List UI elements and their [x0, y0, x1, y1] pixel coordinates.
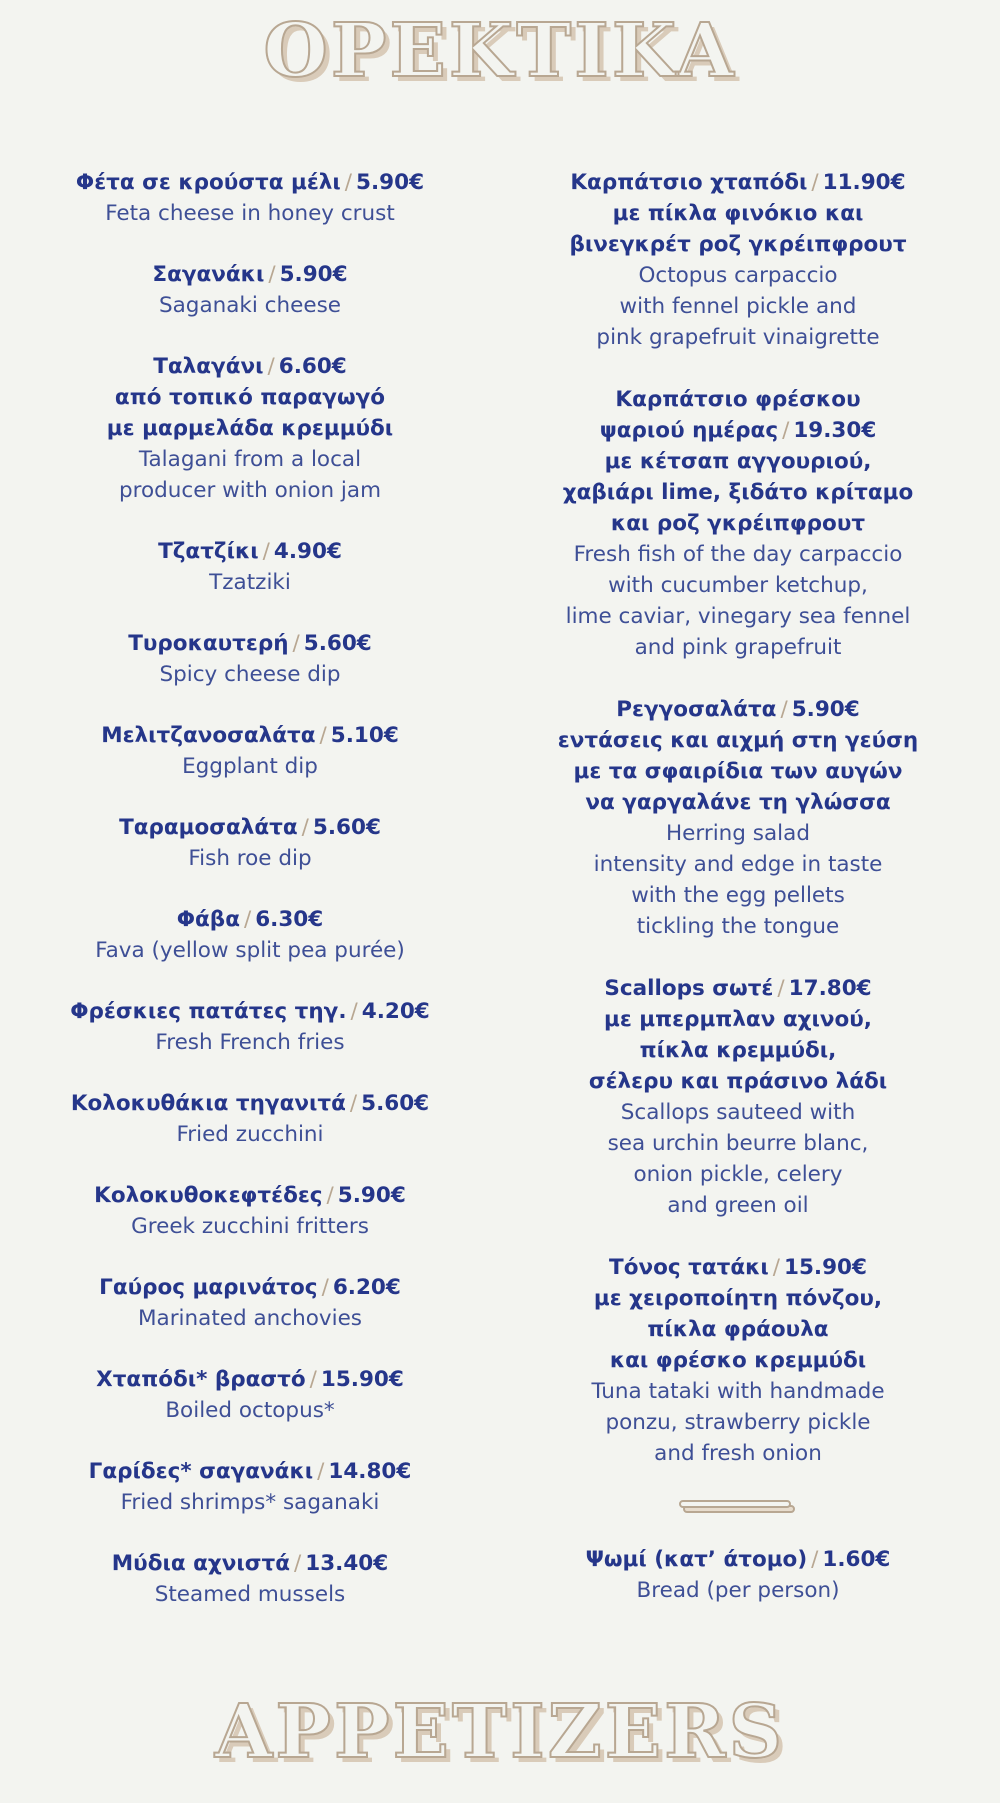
greek-name: Καρπάτσιο χταπόδι: [570, 170, 808, 195]
english-description: Herring salad: [666, 821, 810, 846]
menu-item: [30, 1364, 470, 1426]
english-description: Octopus carpaccio: [638, 263, 838, 288]
item-price: 5.90€: [337, 1183, 406, 1208]
item-price: 1.60€: [822, 1547, 891, 1572]
menu-item: [30, 351, 470, 506]
greek-line: [518, 198, 958, 229]
greek-name: Ταλαγάνι: [153, 354, 264, 379]
english-description: lime caviar, vinegary sea fennel: [565, 604, 911, 629]
english-description: Greek zucchini fritters: [131, 1214, 369, 1239]
greek-line: [30, 904, 470, 935]
english-description: Steamed mussels: [154, 1582, 346, 1607]
greek-name: με χειροποίητη πόνζου,: [593, 1286, 883, 1311]
greek-name: Φάβα: [176, 907, 240, 932]
greek-line: [518, 1283, 958, 1314]
menu-item: [518, 167, 958, 353]
greek-line: [30, 1088, 470, 1119]
english-description: producer with onion jam: [118, 478, 382, 503]
menu-item: [30, 996, 470, 1058]
greek-name: Γαύρος μαρινάτος: [99, 1275, 318, 1300]
menu-item: [30, 720, 470, 782]
menu-item: [30, 1180, 470, 1242]
english-description: Scallops sauteed with: [620, 1100, 856, 1125]
greek-line: [30, 1456, 470, 1487]
greek-line: [518, 167, 958, 198]
greek-line: [518, 1004, 958, 1035]
greek-name: Σαγανάκι: [152, 262, 265, 287]
menu-item: [30, 1548, 470, 1610]
price-separator: /: [349, 1091, 358, 1116]
greek-line: [30, 259, 470, 290]
item-price: 5.90€: [279, 262, 348, 287]
menu-item: [30, 536, 470, 598]
greek-line: [30, 536, 470, 567]
english-description: and fresh onion: [654, 1441, 822, 1466]
item-price: 5.60€: [303, 631, 372, 656]
greek-name: Καρπάτσιο φρέσκου: [615, 387, 861, 412]
item-price: 13.40€: [305, 1551, 389, 1576]
price-separator: /: [344, 170, 353, 195]
greek-line: [518, 508, 958, 539]
greek-name: πίκλα φράουλα: [647, 1317, 829, 1342]
item-price: 4.90€: [273, 539, 342, 564]
greek-name: με κέτσαπ αγγουριού,: [604, 449, 872, 474]
english-description: with cucumber ketchup,: [608, 573, 868, 598]
english-description: Bread (per person): [636, 1578, 840, 1603]
item-price: 5.60€: [312, 815, 381, 840]
menu-item: [518, 973, 958, 1221]
english-description: Talagani from a local: [138, 447, 362, 472]
english-description: Eggplant dip: [182, 754, 318, 779]
greek-name: πίκλα κρεμμύδι,: [639, 1038, 837, 1063]
english-description: Fresh fish of the day carpaccio: [573, 542, 903, 567]
item-price: 6.20€: [332, 1275, 401, 1300]
english-description: Fried shrimps* saganaki: [120, 1490, 380, 1515]
menu-item: [30, 259, 470, 321]
greek-name: Ταραμοσαλάτα: [119, 815, 298, 840]
greek-name: Κολοκυθοκεφτέδες: [94, 1183, 323, 1208]
menu-item: [30, 1456, 470, 1518]
greek-name: Φρέσκιες πατάτες τηγ.: [70, 999, 347, 1024]
greek-name: Τυροκαυτερή: [128, 631, 289, 656]
item-price: 5.60€: [361, 1091, 430, 1116]
menu-item: [518, 1544, 958, 1606]
menu-item: [30, 167, 470, 229]
english-description: pink grapefruit vinaigrette: [596, 325, 880, 350]
menu-item: [518, 1252, 958, 1469]
item-price: 19.30€: [793, 418, 877, 443]
menu-item: [30, 904, 470, 966]
greek-line: [518, 973, 958, 1004]
greek-name: Ρεγγοσαλάτα: [616, 697, 777, 722]
divider-bar: [679, 1500, 791, 1508]
item-price: 5.10€: [330, 723, 399, 748]
item-price: 6.60€: [278, 354, 347, 379]
english-description: Fried zucchini: [176, 1122, 324, 1147]
price-separator: /: [782, 418, 790, 443]
greek-line: [30, 1364, 470, 1395]
greek-name: Κολοκυθάκια τηγανιτά: [70, 1091, 346, 1116]
greek-line: [30, 1180, 470, 1211]
price-separator: /: [350, 999, 358, 1024]
greek-line: [30, 628, 470, 659]
english-description: Tzatziki: [209, 570, 291, 595]
greek-line: [30, 413, 470, 444]
greek-line: [518, 1314, 958, 1345]
greek-name: να γαργαλάνε τη γλώσσα: [585, 790, 891, 815]
price-separator: /: [317, 1459, 325, 1484]
price-separator: /: [294, 1551, 302, 1576]
english-description: Fish roe dip: [188, 846, 312, 871]
greek-line: [30, 351, 470, 382]
greek-name: Τζατζίκι: [158, 539, 259, 564]
price-separator: /: [811, 1547, 819, 1572]
greek-name: χαβιάρι lime, ξιδάτο κρίταμο: [562, 480, 914, 505]
english-description: sea urchin beurre blanc,: [607, 1131, 869, 1156]
price-separator: /: [301, 815, 309, 840]
price-separator: /: [777, 976, 785, 1001]
greek-name: βινεγκρέτ ροζ γκρέιπφρουτ: [569, 232, 907, 257]
item-price: 15.90€: [784, 1255, 867, 1280]
greek-name: σέλερυ και πράσινο λάδι: [588, 1069, 888, 1094]
english-description: and green oil: [667, 1193, 809, 1218]
item-price: 4.20€: [361, 999, 430, 1024]
price-separator: /: [811, 170, 819, 195]
item-price: 5.90€: [791, 697, 860, 722]
greek-line: [30, 382, 470, 413]
greek-name: Φέτα σε κρούστα μέλι: [75, 170, 341, 195]
price-separator: /: [262, 539, 270, 564]
english-description: Marinated anchovies: [137, 1306, 362, 1331]
greek-line: [518, 1252, 958, 1283]
greek-name: με μπερμπλαν αχινού,: [604, 1007, 872, 1032]
menu-title-english: APPETIZERS: [214, 1689, 786, 1775]
price-separator: /: [309, 1367, 317, 1392]
divider-ornament: [679, 1500, 797, 1514]
menu-item: [518, 384, 958, 663]
greek-line: [518, 415, 958, 446]
english-description: Fava (yellow split pea purée): [95, 938, 405, 963]
greek-line: [30, 1272, 470, 1303]
greek-line: [30, 1548, 470, 1579]
greek-line: [518, 1345, 958, 1376]
greek-line: [518, 1544, 958, 1575]
greek-line: [518, 477, 958, 508]
price-separator: /: [780, 697, 788, 722]
greek-line: [30, 812, 470, 843]
greek-name: Χταπόδι* βραστό: [96, 1367, 306, 1392]
menu-item: [30, 628, 470, 690]
greek-name: και φρέσκο κρεμμύδι: [609, 1348, 867, 1373]
menu-item: [30, 1088, 470, 1150]
left-menu-column: [30, 167, 470, 1640]
greek-name: Μύδια αχνιστά: [111, 1551, 290, 1576]
greek-name: και ροζ γκρέιπφρουτ: [610, 511, 866, 536]
greek-name: με πίκλα φινόκιο και: [612, 201, 864, 226]
item-price: 6.30€: [255, 907, 324, 932]
english-description: and pink grapefruit: [634, 635, 842, 660]
greek-line: [518, 1066, 958, 1097]
item-price: 5.90€: [356, 170, 425, 195]
price-separator: /: [267, 354, 275, 379]
right-menu-column: [518, 167, 958, 1637]
greek-line: [30, 720, 470, 751]
menu-item: [518, 694, 958, 942]
english-description: with fennel pickle and: [619, 294, 857, 319]
greek-name: Γαρίδες* σαγανάκι: [88, 1459, 314, 1484]
greek-name: από τοπικό παραγωγό: [114, 385, 386, 410]
price-separator: /: [326, 1183, 334, 1208]
greek-line: [30, 996, 470, 1027]
english-description: ponzu, strawberry pickle: [605, 1410, 871, 1435]
english-description: Spicy cheese dip: [159, 662, 341, 687]
english-description: tickling the tongue: [636, 914, 840, 939]
english-description: Tuna tataki with handmade: [591, 1379, 885, 1404]
english-description: onion pickle, celery: [633, 1162, 843, 1187]
greek-name: ψαριού ημέρας: [599, 418, 779, 443]
greek-name: Ψωμί (κατ’ άτομο): [585, 1547, 808, 1572]
greek-line: [518, 725, 958, 756]
greek-line: [518, 756, 958, 787]
greek-name: με μαρμελάδα κρεμμύδι: [106, 416, 394, 441]
price-separator: /: [268, 262, 276, 287]
item-price: 17.80€: [788, 976, 872, 1001]
menu-item: [30, 812, 470, 874]
greek-name: εντάσεις και αιχμή στη γεύση: [557, 728, 919, 753]
price-separator: /: [319, 723, 327, 748]
english-description: Fresh French fries: [155, 1030, 345, 1055]
english-description: Saganaki cheese: [158, 293, 342, 318]
price-separator: /: [292, 631, 300, 656]
english-description: Boiled octopus*: [165, 1398, 335, 1423]
greek-line: [518, 694, 958, 725]
greek-line: [30, 167, 470, 198]
greek-line: [518, 446, 958, 477]
english-description: Feta cheese in honey crust: [105, 201, 395, 226]
greek-line: [518, 1035, 958, 1066]
price-separator: /: [321, 1275, 329, 1300]
item-price: 15.90€: [320, 1367, 404, 1392]
price-separator: /: [243, 907, 252, 932]
menu-title-greek: OPEKTIKA: [263, 8, 737, 94]
item-price: 11.90€: [822, 170, 906, 195]
price-separator: /: [772, 1255, 780, 1280]
item-price: 14.80€: [328, 1459, 412, 1484]
greek-name: με τα σφαιρίδια των αυγών: [573, 759, 903, 784]
english-description: with the egg pellets: [631, 883, 845, 908]
greek-line: [518, 384, 958, 415]
greek-name: Τόνος τατάκι: [609, 1255, 769, 1280]
english-description: intensity and edge in taste: [593, 852, 883, 877]
greek-name: Μελιτζανοσαλάτα: [101, 723, 316, 748]
greek-line: [518, 229, 958, 260]
greek-line: [518, 787, 958, 818]
menu-item: [30, 1272, 470, 1334]
greek-name: Scallops σωτέ: [604, 976, 774, 1001]
